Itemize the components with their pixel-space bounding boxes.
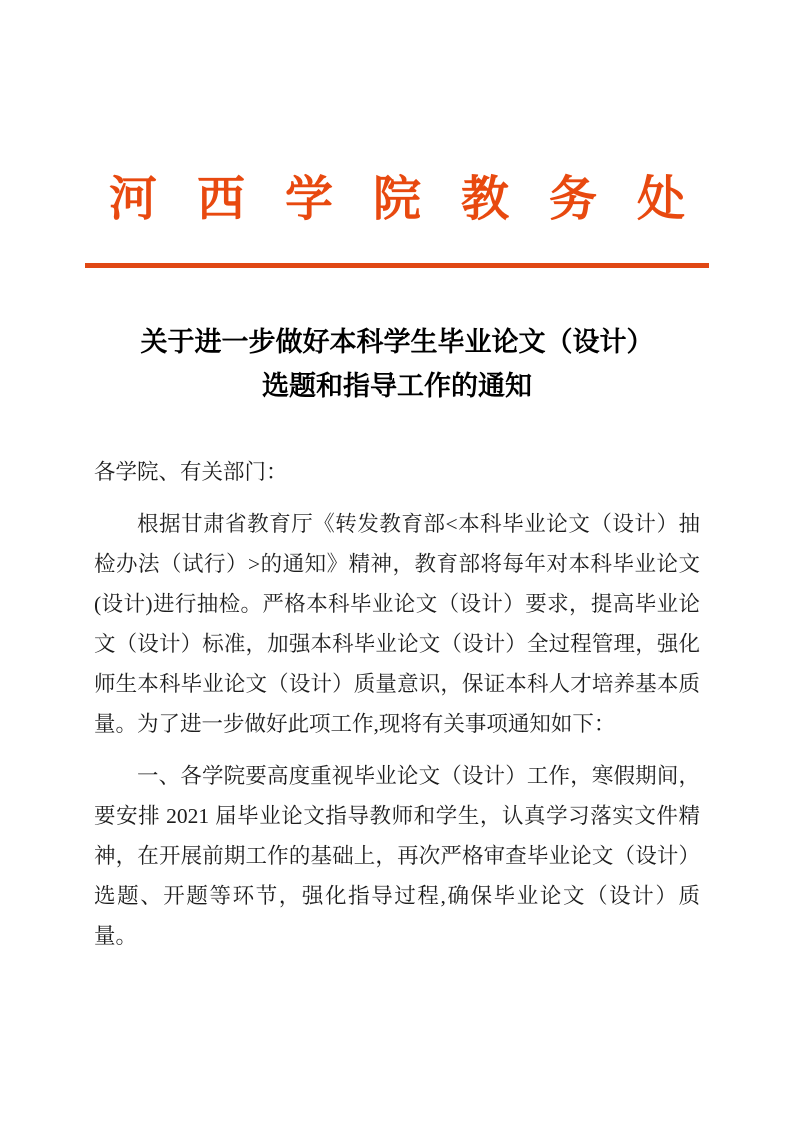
body-line: 检办法（试行）>的通知》精神，教育部将每年对本科毕业论文 bbox=[94, 552, 700, 576]
salutation: 各学院、有关部门： bbox=[94, 460, 288, 484]
paragraph-lines bbox=[94, 504, 700, 956]
body-line: 师生本科毕业论文（设计）质量意识，保证本科人才培养基本质 bbox=[94, 672, 700, 696]
body-line: 文（设计）标准，加强本科毕业论文（设计）全过程管理，强化 bbox=[94, 632, 700, 656]
body-line: 量。为了进一步做好此项工作,现将有关事项通知如下： bbox=[94, 712, 616, 736]
notice-title-line2: 选题和指导工作的通知 bbox=[262, 371, 532, 401]
notice-body bbox=[94, 452, 700, 956]
body-line: 神，在开展前期工作的基础上，再次严格审查毕业论文（设计） bbox=[94, 844, 700, 868]
body-line: 根据甘肃省教育厅《转发教育部<本科毕业论文（设计）抽 bbox=[137, 512, 700, 536]
body-line: 选题、开题等环节，强化指导过程,确保毕业论文（设计）质 bbox=[94, 884, 700, 908]
notice-title-line1: 关于进一步做好本科学生毕业论文（设计） bbox=[140, 327, 654, 357]
body-line: 一、各学院要高度重视毕业论文（设计）工作，寒假期间， bbox=[137, 764, 700, 788]
body-line: 要安排 2021 届毕业论文指导教师和学生，认真学习落实文件精 bbox=[94, 804, 700, 828]
letterhead-divider-line bbox=[85, 263, 709, 268]
body-line: 量。 bbox=[94, 924, 138, 948]
notice-title bbox=[94, 320, 700, 408]
letterhead-issuer: 河 西 学 院 教 务 处 bbox=[108, 173, 699, 226]
body-line: (设计)进行抽检。严格本科毕业论文（设计）要求，提高毕业论 bbox=[94, 592, 700, 616]
